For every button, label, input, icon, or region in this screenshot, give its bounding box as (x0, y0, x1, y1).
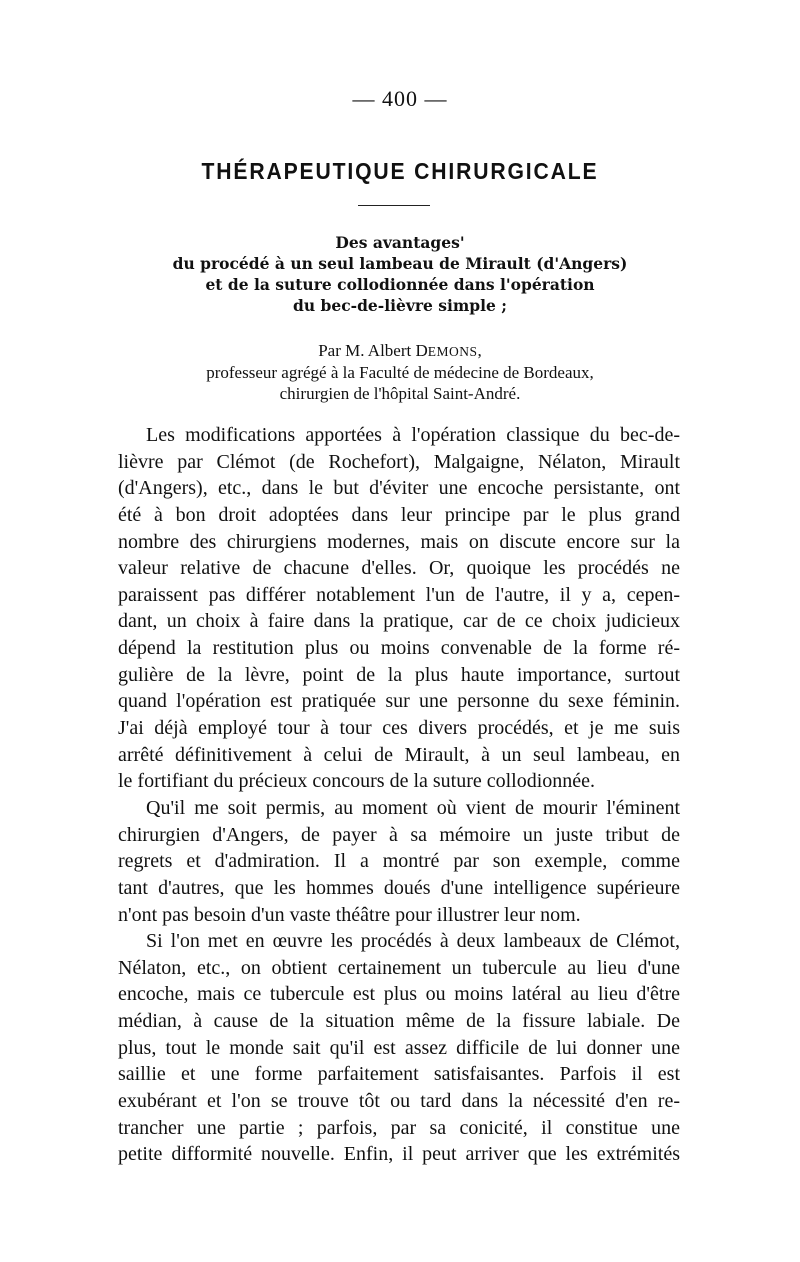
body-line: lièvre par Clémot (de Rochefort), Malgaigne, Nélaton, Mirault (118, 450, 680, 473)
article-title (0, 232, 800, 316)
body-line: quand l'opération est pratiquée sur une personne du sexe féminin. (118, 690, 680, 713)
author-name-line (0, 340, 800, 362)
body-line: paraissent pas différer notablement l'un de l'autre, il y a, cepen- (118, 583, 680, 606)
title-divider (358, 205, 430, 206)
article-title-line: Des avantages' (335, 233, 465, 252)
body-line: (d'Angers), etc., dans le but d'éviter une encoche persistante, ont (118, 477, 680, 500)
body-line: été à bon droit adoptées dans leur principe par le plus grand (118, 503, 680, 526)
body-line: arrêté définitivement à celui de Mirault, à un seul lambeau, en (118, 743, 680, 766)
author-surname-rest: EMONS (427, 344, 478, 359)
author-position: chirurgien de l'hôpital Saint-André. (279, 384, 521, 403)
byline-prefix: Par M. Albert (318, 341, 416, 360)
page-number: — 400 — (352, 86, 448, 111)
body-line: valeur relative de chacune d'elles. Or, quoique les procédés ne (118, 557, 680, 580)
body-line: J'ai déjà employé tour à tour ces divers procédés, et je me suis (118, 717, 680, 740)
author-byline (0, 340, 800, 404)
body-line: dépend la restitution plus ou moins convenable de la forme ré- (118, 637, 680, 660)
body-line: Si l'on met en œuvre les procédés à deux lambeaux de Clémot, (146, 930, 680, 953)
body-text (118, 422, 680, 1168)
body-line: petite difformité nouvelle. Enfin, il peut arriver que les extrémités (118, 1143, 680, 1166)
body-line: saillie et une forme parfaitement satisfaisantes. Parfois il est (118, 1063, 680, 1086)
article-title-line: du procédé à un seul lambeau de Mirault (d'Angers) (172, 254, 628, 273)
body-line: chirurgien d'Angers, de payer à sa mémoire un juste tribut de (118, 823, 680, 846)
author-affiliation: professeur agrégé à la Faculté de médecine de Bordeaux, (206, 363, 594, 382)
body-line: exubérant et l'on se trouve tôt ou tard dans la nécessité d'en re- (118, 1090, 680, 1113)
body-line: n'ont pas besoin d'un vaste théâtre pour illustrer leur nom. (118, 903, 581, 926)
author-name-tail: , (477, 341, 482, 360)
article-title-line: et de la suture collodionnée dans l'opération (205, 275, 595, 294)
body-line: gulière de la lèvre, point de la plus haute importance, surtout (118, 663, 680, 686)
body-line: plus, tout le monde sait qu'il est assez difficile de lui donner une (118, 1036, 680, 1059)
author-surname-initial: D (415, 341, 428, 360)
body-line: le fortifiant du précieux concours de la suture collodionnée. (118, 770, 596, 793)
body-line: médian, à cause de la situation même de la fissure labiale. De (118, 1010, 680, 1033)
body-line: Les modifications apportées à l'opération classique du bec-de- (146, 424, 680, 446)
body-line: trancher une partie ; parfois, par sa conicité, il constitue une (118, 1116, 680, 1139)
body-line: Nélaton, etc., on obtient certainement un tubercule au lieu d'une (118, 956, 680, 979)
body-line: Qu'il me soit permis, au moment où vient de mourir l'éminent (146, 796, 680, 819)
body-line: tant d'autres, que les hommes doués d'une intelligence supérieure (118, 876, 680, 899)
article-title-line: du bec-de-lièvre simple ; (293, 296, 507, 315)
body-line: encoche, mais ce tubercule est plus ou moins latéral au lieu d'être (118, 983, 680, 1006)
body-line: regrets et d'admiration. Il a montré par son exemple, comme (118, 850, 680, 873)
body-line: dant, un choix à faire dans la pratique, car de ce choix judicieux (118, 610, 680, 633)
section-title: THÉRAPEUTIQUE CHIRURGICALE (201, 158, 599, 184)
body-line: nombre des chirurgiens modernes, mais on discute encore sur la (118, 530, 680, 553)
